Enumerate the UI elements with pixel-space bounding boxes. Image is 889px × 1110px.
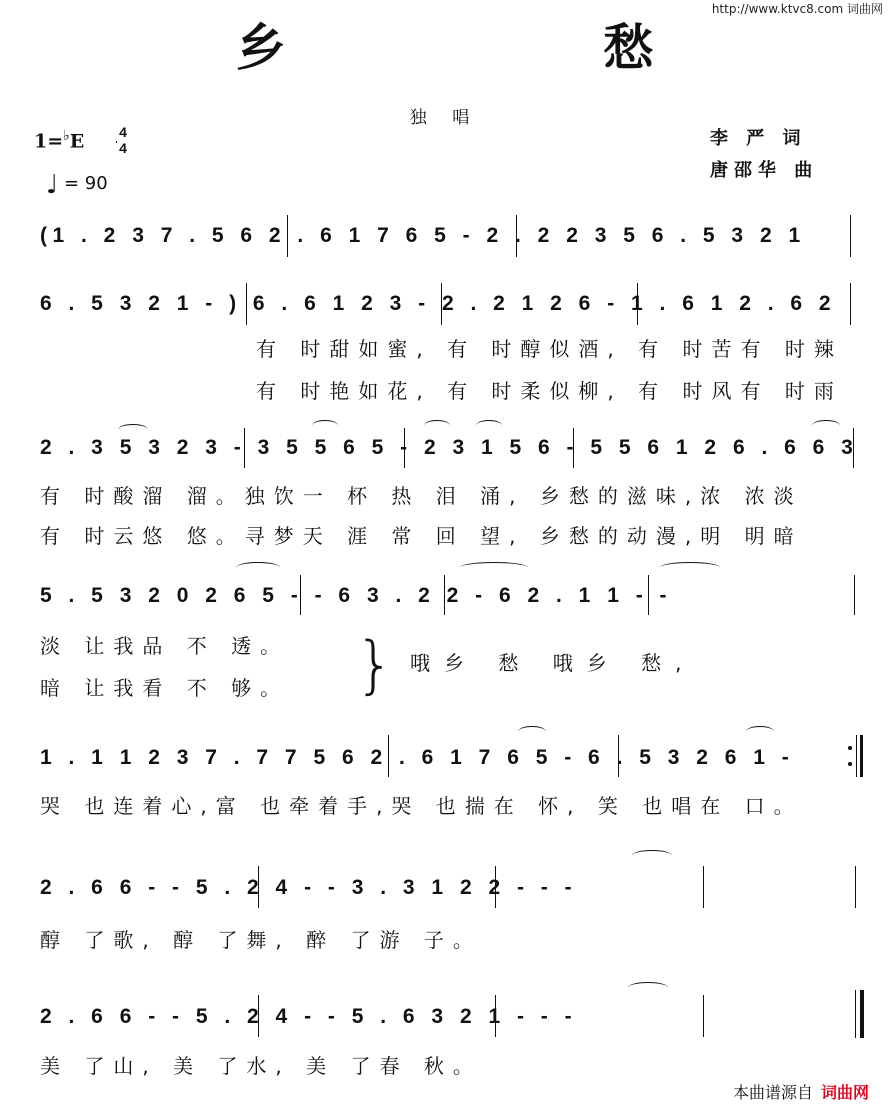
notation-line-7: 2 . 6 6 - - 5 . 2 4 - - 5 . 6 3 2 1 - - - (40, 1005, 578, 1028)
barline (855, 866, 856, 908)
barline (516, 215, 517, 257)
barline (441, 283, 442, 325)
repeat-barline (856, 735, 857, 777)
lyrics-verse-2: 暗 让我看 不 够。 (40, 676, 290, 700)
slur (312, 420, 338, 431)
chorus-lyrics: 哦乡 愁 哦乡 愁, (410, 651, 696, 675)
lyrics-verse-1: 哭 也连着心,富 也牵着手,哭 也揣在 怀, 笑 也唱在 口。 (40, 794, 803, 818)
final-barline (855, 990, 856, 1038)
repeat-barline-thick (860, 735, 863, 777)
barline (444, 575, 445, 615)
barline (850, 283, 851, 325)
barline (404, 428, 405, 468)
key-signature: 1=♭E (34, 128, 85, 153)
barline (637, 283, 638, 325)
slur (746, 726, 774, 737)
lyrics-verse-1: 淡 让我品 不 透。 (40, 634, 290, 658)
slur (460, 562, 528, 573)
barline (287, 215, 288, 257)
slur (424, 420, 450, 431)
lyricist-credit: 李 严 词 (710, 128, 807, 149)
repeat-dot (848, 762, 852, 766)
barline (258, 995, 259, 1037)
slur (812, 420, 840, 431)
lyrics-verse-1: 有 时酸溜 溜。独饮一 杯 热 泪 涌, 乡愁的滋味,浓 浓淡 (40, 484, 803, 508)
final-barline-thick (860, 990, 864, 1038)
barline (618, 735, 619, 777)
slur (632, 850, 672, 861)
notation-line-4: 5 . 5 3 2 0 2 6 5 - - 6 3 . 2 2 - 6 2 . 1 1 - - (40, 584, 673, 607)
source-url: http://www.ktvc8.com 词曲网 (711, 2, 883, 16)
slur (660, 562, 720, 573)
notation-line-6: 2 . 6 6 - - 5 . 2 4 - - 3 . 3 1 2 2 - - - (40, 876, 578, 899)
lyrics-verse-1: 美 了山, 美 了水, 美 了春 秋。 (40, 1054, 482, 1078)
barline (703, 866, 704, 908)
barline (853, 428, 854, 468)
notation-line-1: (1 . 2 3 7 . 5 6 2 . 6 1 7 6 5 - 2 . 2 2 3 5 6 . 5 3 2 1 (40, 224, 806, 247)
brace-icon: } (355, 628, 395, 701)
notation-line-2: 6 . 5 3 2 1 - ) 6 . 6 1 2 3 - 2 . 2 1 2 6 - 1 . 6 1 2 . 6 2 (40, 292, 837, 315)
barline (854, 575, 855, 615)
lyrics-verse-2: 有 时云悠 悠。寻梦天 涯 常 回 望, 乡愁的动漫,明 明暗 (40, 524, 803, 548)
slur (118, 424, 148, 435)
slur (628, 982, 668, 993)
slur (476, 420, 502, 431)
notation-line-3: 2 . 3 5 3 2 3 - 3 5 5 6 5 - 2 3 1 5 6 - 5 5 6 1 2 6 . 6 6 3 (40, 436, 859, 459)
performance-type: 独 唱 (409, 108, 480, 128)
lyrics-verse-2: 有 时艳如花, 有 时柔似柳, 有 时风有 时雨 (256, 379, 843, 403)
notation-line-5: 1 . 1 1 2 3 7 . 7 7 5 6 2 . 6 1 7 6 5 - 6 . 5 3 2 6 1 - (40, 746, 795, 769)
barline (246, 283, 247, 325)
repeat-dot (848, 746, 852, 750)
slur (518, 726, 546, 737)
barline (573, 428, 574, 468)
song-title: 乡 愁 (235, 18, 804, 77)
tempo-mark: ♩ = 90 (46, 170, 108, 200)
barline (495, 866, 496, 908)
composer-credit: 唐邵华 曲 (710, 160, 819, 181)
quarter-note-icon: ♩ (46, 170, 59, 200)
barline (703, 995, 704, 1037)
footer-credit: 本曲谱源自 词曲网 (732, 1083, 869, 1102)
time-signature: 4 4 (116, 124, 130, 156)
barline (258, 866, 259, 908)
lyrics-verse-1: 有 时甜如蜜, 有 时醇似酒, 有 时苦有 时辣 (256, 337, 843, 361)
slur (236, 562, 280, 573)
barline (388, 735, 389, 777)
site-logo: 词曲网 (820, 1083, 869, 1102)
barline (648, 575, 649, 615)
barline (300, 575, 301, 615)
barline (850, 215, 851, 257)
barline (495, 995, 496, 1037)
barline (244, 428, 245, 468)
lyrics-verse-1: 醇 了歌, 醇 了舞, 醉 了游 子。 (40, 928, 482, 952)
